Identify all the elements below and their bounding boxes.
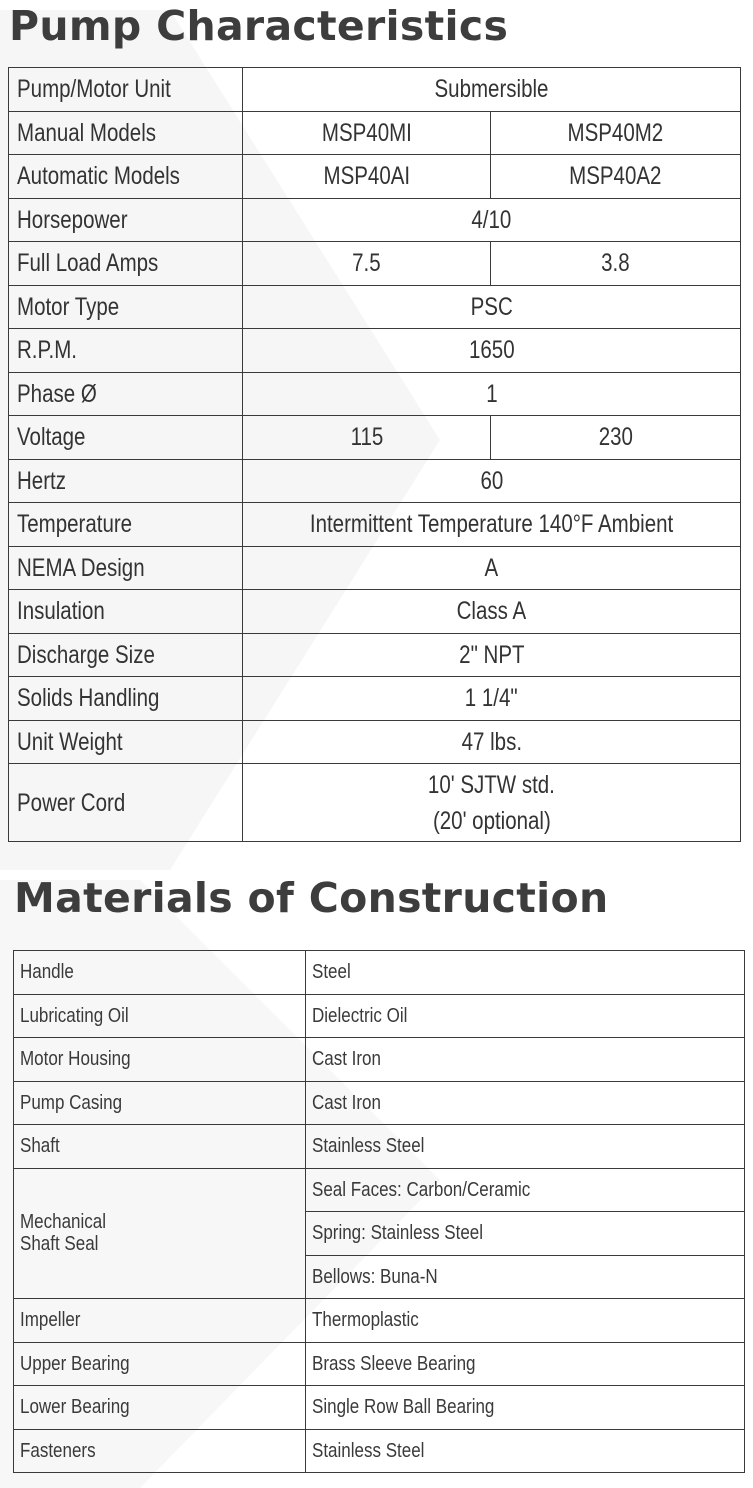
table-row [14, 1125, 745, 1169]
row-label: Lower Bearing [14, 1386, 306, 1430]
row-value: Dielectric Oil [306, 994, 745, 1038]
row-value: 1 [243, 372, 741, 416]
table-row [9, 720, 741, 764]
row-value: Cast Iron [306, 1038, 745, 1082]
row-label: Pump Casing [14, 1081, 306, 1125]
row-value: 1 1/4" [243, 677, 741, 721]
row-value: Submersible [243, 68, 741, 112]
row-value: Brass Sleeve Bearing [306, 1342, 745, 1386]
table-row [9, 677, 741, 721]
table-row [14, 1429, 745, 1473]
row-value: Seal Faces: Carbon/Ceramic [306, 1168, 745, 1212]
row-label: Voltage [9, 416, 243, 460]
table-row [9, 198, 741, 242]
row-label [14, 1168, 306, 1299]
row-label: R.P.M. [9, 329, 243, 373]
table-row [9, 590, 741, 634]
row-label: Shaft [14, 1125, 306, 1169]
row-value: Steel [306, 951, 745, 995]
row-label: Full Load Amps [9, 242, 243, 286]
row-value: 60 [243, 459, 741, 503]
row-value: PSC [243, 285, 741, 329]
seal-label-line-2: Shaft Seal [20, 1233, 99, 1256]
table-row [9, 329, 741, 373]
row-label: Motor Type [9, 285, 243, 329]
table-row [9, 764, 741, 842]
row-value-left: MSP40AI [243, 155, 491, 199]
row-value [243, 764, 741, 842]
row-value-left: MSP40MI [243, 111, 491, 155]
pump-characteristics-table [8, 67, 741, 842]
table-row [9, 111, 741, 155]
table-row [9, 155, 741, 199]
row-value: Bellows: Buna-N [306, 1255, 745, 1299]
power-cord-line-1: 10' SJTW std. [428, 770, 555, 799]
row-value: Class A [243, 590, 741, 634]
row-value: 47 lbs. [243, 720, 741, 764]
row-value: Stainless Steel [306, 1125, 745, 1169]
row-value: 4/10 [243, 198, 741, 242]
row-value-right: 230 [491, 416, 741, 460]
row-value: Thermoplastic [306, 1299, 745, 1343]
row-label: Hertz [9, 459, 243, 503]
row-value: Intermittent Temperature 140°F Ambient [243, 503, 741, 547]
row-label: Unit Weight [9, 720, 243, 764]
row-label: Insulation [9, 590, 243, 634]
table-row [9, 242, 741, 286]
pump-characteristics-title: Pump Characteristics [9, 2, 509, 50]
row-value: 2" NPT [243, 633, 741, 677]
row-label: Upper Bearing [14, 1342, 306, 1386]
row-value-left: 115 [243, 416, 491, 460]
seal-label-line-1: Mechanical [20, 1211, 106, 1234]
row-value-right: MSP40A2 [491, 155, 741, 199]
row-label: Phase Ø [9, 372, 243, 416]
row-value-left: 7.5 [243, 242, 491, 286]
table-row [14, 1168, 745, 1212]
table-row [14, 1342, 745, 1386]
table-row [9, 503, 741, 547]
row-value: Single Row Ball Bearing [306, 1386, 745, 1430]
table-row [14, 1038, 745, 1082]
row-label: Horsepower [9, 198, 243, 242]
row-label: Fasteners [14, 1429, 306, 1473]
row-label: Pump/Motor Unit [9, 68, 243, 112]
table-row [14, 1386, 745, 1430]
table-row [9, 416, 741, 460]
row-label: NEMA Design [9, 546, 243, 590]
table-row [14, 951, 745, 995]
table-row [14, 1081, 745, 1125]
table-row [9, 459, 741, 503]
row-label: Manual Models [9, 111, 243, 155]
power-cord-line-2: (20' optional) [432, 806, 551, 835]
row-label: Power Cord [9, 764, 243, 842]
row-value: Cast Iron [306, 1081, 745, 1125]
row-value: 1650 [243, 329, 741, 373]
table-row [9, 372, 741, 416]
row-label: Handle [14, 951, 306, 995]
row-label: Solids Handling [9, 677, 243, 721]
materials-of-construction-title: Materials of Construction [14, 874, 609, 922]
row-value-right: MSP40M2 [491, 111, 741, 155]
table-row [14, 1299, 745, 1343]
table-row [9, 633, 741, 677]
materials-table [13, 950, 745, 1473]
row-value-right: 3.8 [491, 242, 741, 286]
row-value: Spring: Stainless Steel [306, 1212, 745, 1256]
table-row [9, 285, 741, 329]
row-label: Automatic Models [9, 155, 243, 199]
row-label: Lubricating Oil [14, 994, 306, 1038]
table-row [9, 546, 741, 590]
table-row [14, 994, 745, 1038]
row-value: A [243, 546, 741, 590]
row-label: Motor Housing [14, 1038, 306, 1082]
row-label: Impeller [14, 1299, 306, 1343]
row-label: Temperature [9, 503, 243, 547]
table-row [9, 68, 741, 112]
row-value: Stainless Steel [306, 1429, 745, 1473]
row-label: Discharge Size [9, 633, 243, 677]
